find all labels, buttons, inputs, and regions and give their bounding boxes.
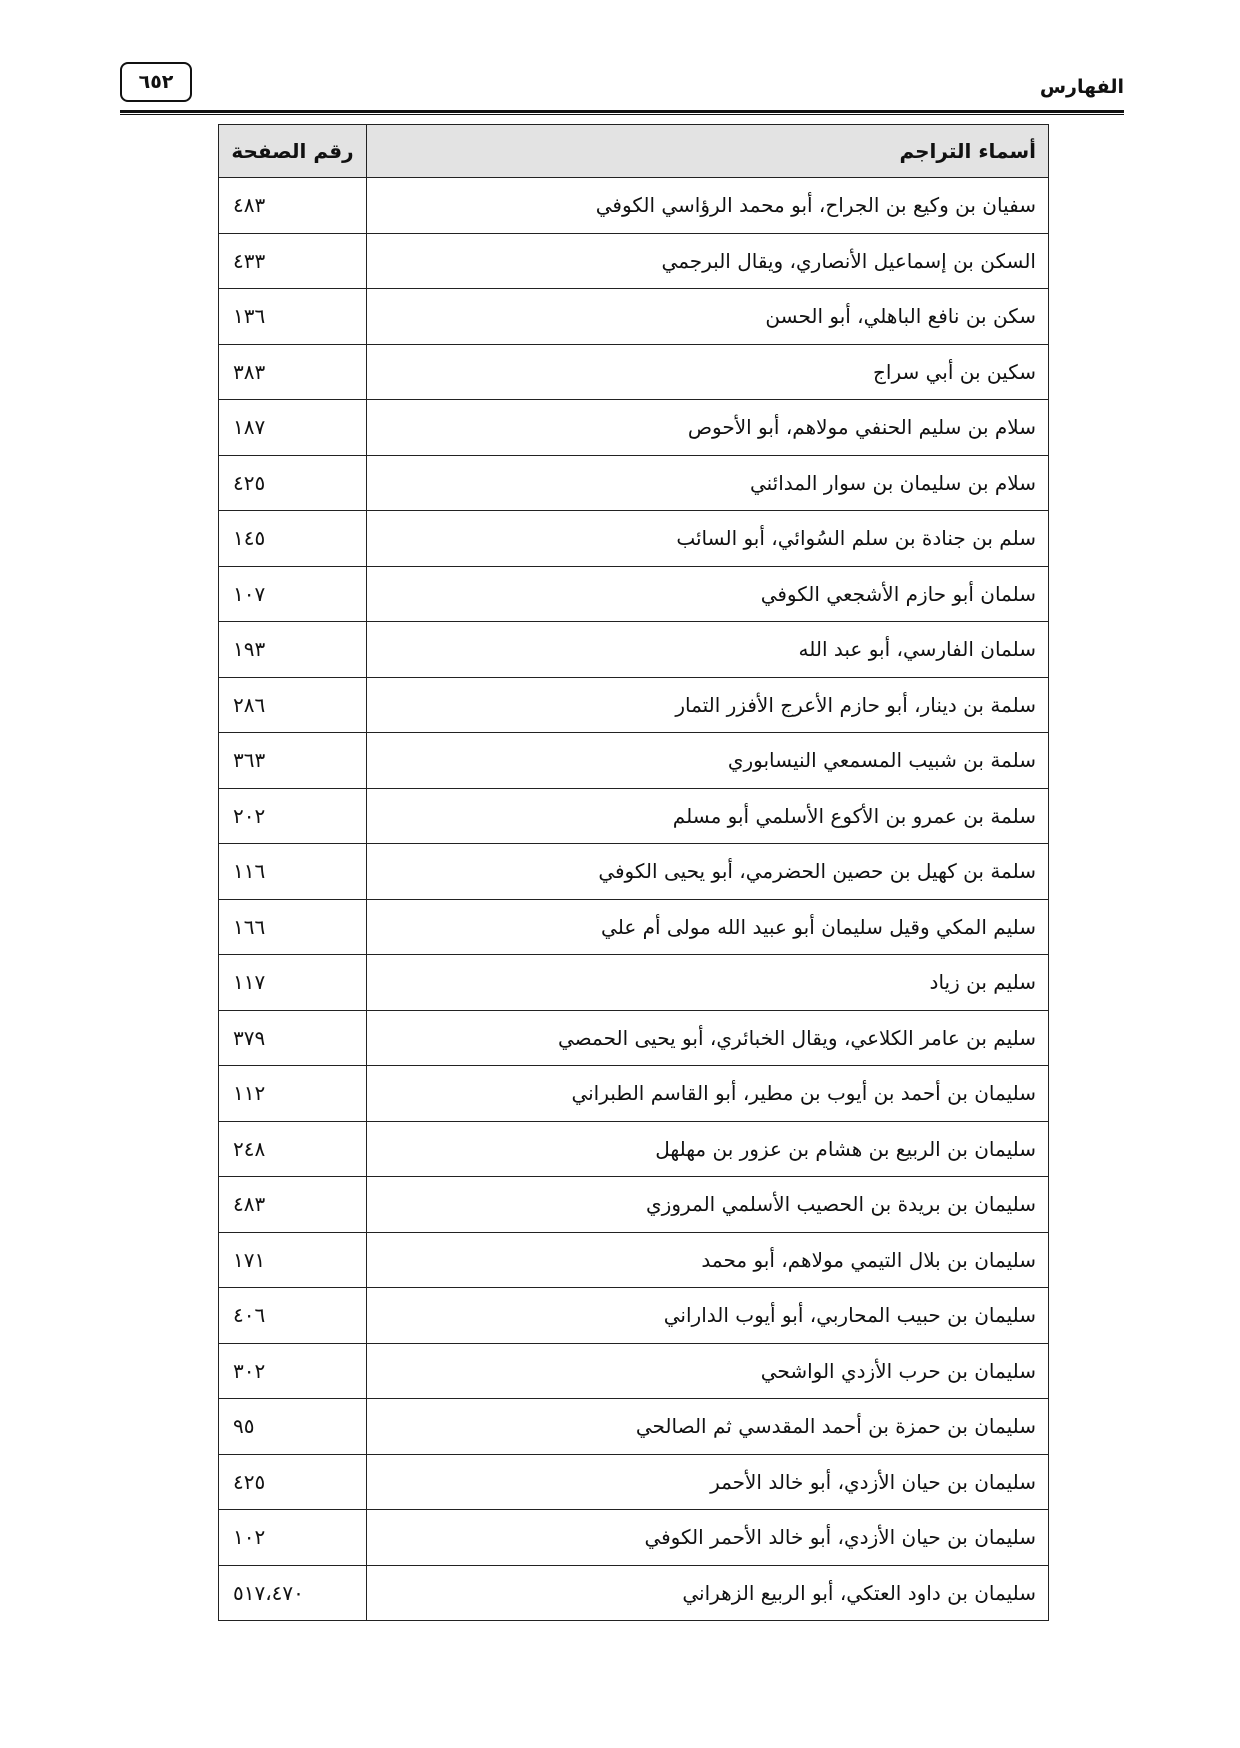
page-number-cell: ٢٠٢ <box>219 788 367 844</box>
page-header <box>120 62 1124 114</box>
biography-name-cell: سلمان أبو حازم الأشجعي الكوفي <box>367 566 1049 622</box>
page-number-cell: ١٩٣ <box>219 622 367 678</box>
table-row <box>219 455 1049 511</box>
table-row <box>219 733 1049 789</box>
biography-name-cell: سفيان بن وكيع بن الجراح، أبو محمد الرؤاسي الكوفي <box>367 178 1049 234</box>
page-number-cell: ٤٨٣ <box>219 1177 367 1233</box>
column-header-page: رقم الصفحة <box>219 125 367 178</box>
page-number-cell: ٤٠٦ <box>219 1288 367 1344</box>
page-number-cell: ١٣٦ <box>219 289 367 345</box>
biography-index-table <box>218 124 1049 1621</box>
table-row <box>219 1510 1049 1566</box>
table-row <box>219 1565 1049 1621</box>
table-row <box>219 233 1049 289</box>
table-row <box>219 1066 1049 1122</box>
table-row <box>219 344 1049 400</box>
table-row <box>219 1010 1049 1066</box>
biography-name-cell: سلام بن سليم الحنفي مولاهم، أبو الأحوص <box>367 400 1049 456</box>
table-body <box>219 178 1049 1621</box>
page-number-cell: ١٨٧ <box>219 400 367 456</box>
page-number-cell: ١٧١ <box>219 1232 367 1288</box>
page-number-cell: ٤٢٥ <box>219 1454 367 1510</box>
page-number-cell: ١١٧ <box>219 955 367 1011</box>
biography-name-cell: سليمان بن حمزة بن أحمد المقدسي ثم الصالحي <box>367 1399 1049 1455</box>
page-number-cell: ٣٨٣ <box>219 344 367 400</box>
biography-name-cell: سلمان الفارسي، أبو عبد الله <box>367 622 1049 678</box>
page-number-cell: ٤٢٥ <box>219 455 367 511</box>
page-number-cell: ٥١٧،٤٧٠ <box>219 1565 367 1621</box>
table-row <box>219 622 1049 678</box>
running-header-title: الفهارس <box>1039 76 1124 98</box>
biography-name-cell: السكن بن إسماعيل الأنصاري، ويقال البرجمي <box>367 233 1049 289</box>
page-number-cell: ١٦٦ <box>219 899 367 955</box>
table-row <box>219 788 1049 844</box>
biography-name-cell: سكين بن أبي سراج <box>367 344 1049 400</box>
biography-name-cell: سليمان بن حيان الأزدي، أبو خالد الأحمر <box>367 1454 1049 1510</box>
biography-name-cell: سليم المكي وقيل سليمان أبو عبيد الله مولى أم علي <box>367 899 1049 955</box>
biography-name-cell: سليم بن زياد <box>367 955 1049 1011</box>
biography-name-cell: سليمان بن حرب الأزدي الواشحي <box>367 1343 1049 1399</box>
page-number-cell: ٣٠٢ <box>219 1343 367 1399</box>
table-header-row <box>219 125 1049 178</box>
page-number-cell: ٢٤٨ <box>219 1121 367 1177</box>
biography-name-cell: سلمة بن كهيل بن حصين الحضرمي، أبو يحيى الكوفي <box>367 844 1049 900</box>
table-row <box>219 1288 1049 1344</box>
table-row <box>219 899 1049 955</box>
table-row <box>219 400 1049 456</box>
biography-name-cell: سليمان بن داود العتكي، أبو الربيع الزهراني <box>367 1565 1049 1621</box>
page-number-cell: ٩٥ <box>219 1399 367 1455</box>
table-row <box>219 511 1049 567</box>
biography-name-cell: سليمان بن بلال التيمي مولاهم، أبو محمد <box>367 1232 1049 1288</box>
page-number-cell: ٣٧٩ <box>219 1010 367 1066</box>
page-number-cell: ١٤٥ <box>219 511 367 567</box>
table-row <box>219 289 1049 345</box>
page-number-cell: ٣٦٣ <box>219 733 367 789</box>
table-row <box>219 1343 1049 1399</box>
page-number-badge: ٦٥٢ <box>120 62 192 102</box>
table-row <box>219 178 1049 234</box>
column-header-names: أسماء التراجم <box>367 125 1049 178</box>
biography-name-cell: سلمة بن عمرو بن الأكوع الأسلمي أبو مسلم <box>367 788 1049 844</box>
table-row <box>219 955 1049 1011</box>
page-number-cell: ١٠٧ <box>219 566 367 622</box>
biography-name-cell: سكن بن نافع الباهلي، أبو الحسن <box>367 289 1049 345</box>
table-row <box>219 677 1049 733</box>
table-row <box>219 1399 1049 1455</box>
biography-name-cell: سلم بن جنادة بن سلم السُوائي، أبو السائب <box>367 511 1049 567</box>
page-number-cell: ١١٦ <box>219 844 367 900</box>
biography-name-cell: سلمة بن دينار، أبو حازم الأعرج الأفزر التمار <box>367 677 1049 733</box>
biography-name-cell: سليمان بن الربيع بن هشام بن عزور بن مهلهل <box>367 1121 1049 1177</box>
biography-name-cell: سليم بن عامر الكلاعي، ويقال الخبائري، أبو يحيى الحمصي <box>367 1010 1049 1066</box>
page-number-cell: ٢٨٦ <box>219 677 367 733</box>
table-row <box>219 1177 1049 1233</box>
table-row <box>219 844 1049 900</box>
biography-name-cell: سليمان بن حيان الأزدي، أبو خالد الأحمر الكوفي <box>367 1510 1049 1566</box>
header-divider <box>120 110 1124 115</box>
biography-name-cell: سليمان بن أحمد بن أيوب بن مطير، أبو القاسم الطبراني <box>367 1066 1049 1122</box>
page-number-cell: ٤٨٣ <box>219 178 367 234</box>
biography-name-cell: سلمة بن شبيب المسمعي النيسابوري <box>367 733 1049 789</box>
biography-name-cell: سليمان بن حبيب المحاربي، أبو أيوب الداراني <box>367 1288 1049 1344</box>
page-number-cell: ١١٢ <box>219 1066 367 1122</box>
biography-name-cell: سليمان بن بريدة بن الحصيب الأسلمي المروزي <box>367 1177 1049 1233</box>
table-row <box>219 1454 1049 1510</box>
table-row <box>219 1232 1049 1288</box>
table-row <box>219 1121 1049 1177</box>
page-number-cell: ٤٣٣ <box>219 233 367 289</box>
table-row <box>219 566 1049 622</box>
page-number-cell: ١٠٢ <box>219 1510 367 1566</box>
biography-name-cell: سلام بن سليمان بن سوار المدائني <box>367 455 1049 511</box>
